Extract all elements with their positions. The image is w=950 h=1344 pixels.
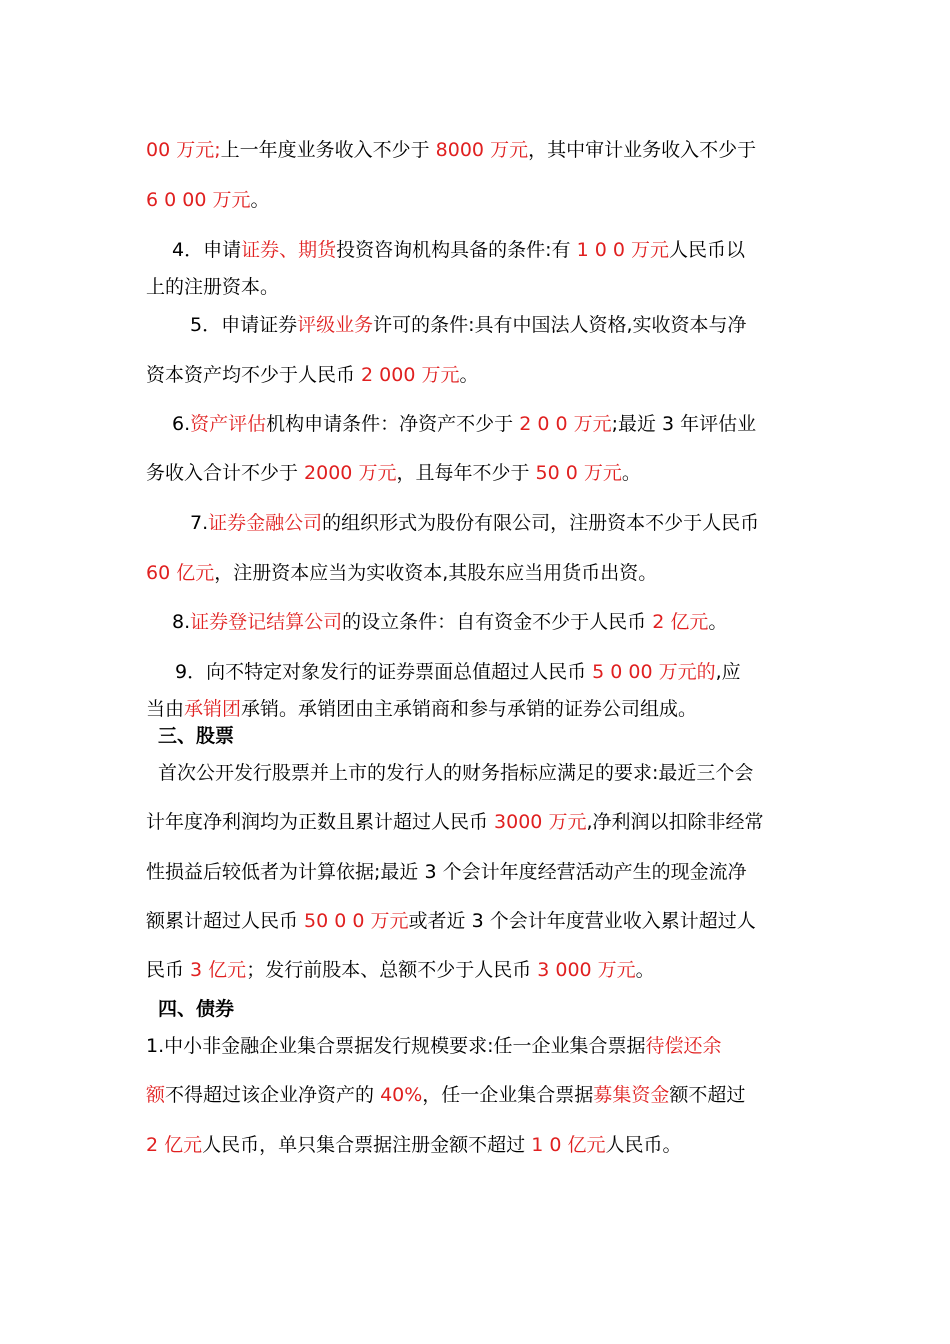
text-segment: 8. xyxy=(172,611,191,633)
highlighted-text: 40% xyxy=(380,1084,423,1106)
text-segment: 4．申请 xyxy=(172,239,242,261)
text-segment: 四、债券 xyxy=(158,998,235,1020)
highlighted-text: 评级业务 xyxy=(297,314,374,336)
text-line xyxy=(146,958,820,982)
highlighted-text: 2 000 万元 xyxy=(361,364,460,386)
text-line xyxy=(146,461,820,485)
text-line xyxy=(146,1133,820,1157)
text-segment: 6. xyxy=(172,413,191,435)
text-segment: 机构申请条件：净资产不少于 xyxy=(266,413,520,435)
highlighted-text: 待偿还余 xyxy=(645,1035,722,1057)
text-line xyxy=(190,511,820,535)
highlighted-text: 3 亿元 xyxy=(190,959,247,981)
highlighted-text: 1 0 亿元 xyxy=(531,1134,606,1156)
text-segment: ，注册资本应当为实收资本,其股东应当用货币出资。 xyxy=(214,562,658,584)
text-line xyxy=(172,238,820,262)
highlighted-text: 50 0 万元 xyxy=(535,462,622,484)
section-heading-stocks xyxy=(158,724,820,748)
text-segment: 当由 xyxy=(146,698,185,720)
text-segment: 1.中小非金融企业集合票据发行规模要求:任一企业集合票据 xyxy=(146,1035,646,1057)
text-segment: 资本资产均不少于人民币 xyxy=(146,364,362,386)
text-segment: 三、股票 xyxy=(158,725,235,747)
text-segment: ;最近 3 年评估业 xyxy=(611,413,757,435)
text-segment: ,应 xyxy=(715,661,741,683)
text-line xyxy=(146,860,820,884)
section-heading-bonds xyxy=(158,997,820,1021)
highlighted-text: 50 0 0 万元 xyxy=(304,910,409,932)
text-segment: 务收入合计不少于 xyxy=(146,462,305,484)
highlighted-text: 2 亿元 xyxy=(652,611,709,633)
text-line xyxy=(172,610,820,634)
text-segment: 。 xyxy=(250,189,270,211)
text-segment: ，其中审计业务收入不少于 xyxy=(528,139,757,161)
text-segment: 。 xyxy=(621,462,641,484)
text-segment: 上一年度业务收入不少于 xyxy=(220,139,436,161)
text-segment: ,净利润以扣除非经常 xyxy=(586,811,764,833)
text-segment: 5．申请证券 xyxy=(190,314,298,336)
highlighted-text: 额 xyxy=(146,1084,166,1106)
text-line xyxy=(146,275,820,299)
text-line xyxy=(146,561,820,585)
highlighted-text: 2 亿元 xyxy=(146,1134,203,1156)
text-segment: 。 xyxy=(708,611,728,633)
text-line xyxy=(172,412,820,436)
text-segment: 人民币以 xyxy=(668,239,745,261)
text-segment: 的组织形式为股份有限公司，注册资本不少于人民币 xyxy=(322,512,760,534)
text-segment: 许可的条件:具有中国法人资格,实收资本与净 xyxy=(373,314,747,336)
highlighted-text: 承销团 xyxy=(184,698,242,720)
highlighted-text: 1 0 0 万元 xyxy=(576,239,669,261)
text-segment: 性损益后较低者为计算依据;最近 3 个会计年度经营活动产生的现金流净 xyxy=(146,861,747,883)
highlighted-text: 60 亿元 xyxy=(146,562,215,584)
highlighted-text: 募集资金 xyxy=(593,1084,670,1106)
text-segment: 不得超过该企业净资产的 xyxy=(165,1084,381,1106)
text-line xyxy=(146,188,820,212)
text-segment: 。 xyxy=(459,364,479,386)
text-segment: 或者近 3 个会计年度营业收入累计超过人 xyxy=(408,910,756,932)
highlighted-text: 00 万元; xyxy=(146,139,221,161)
highlighted-text: 证券登记结算公司 xyxy=(190,611,343,633)
text-segment: 计年度净利润均为正数且累计超过人民币 xyxy=(146,811,495,833)
text-segment: 7. xyxy=(190,512,209,534)
text-segment: 。 xyxy=(635,959,655,981)
text-segment: 的设立条件：自有资金不少于人民币 xyxy=(342,611,653,633)
highlighted-text: 2 0 0 万元 xyxy=(519,413,612,435)
text-segment: 民币 xyxy=(146,959,191,981)
text-line xyxy=(146,1034,820,1058)
text-segment: 首次公开发行股票并上市的发行人的财务指标应满足的要求:最近三个会 xyxy=(158,762,754,784)
text-segment: 承销。承销团由主承销商和参与承销的证券公司组成。 xyxy=(241,698,698,720)
text-segment: ，任一企业集合票据 xyxy=(422,1084,594,1106)
text-line xyxy=(146,697,820,721)
highlighted-text: 证券、期货 xyxy=(241,239,337,261)
text-segment: 额不超过 xyxy=(669,1084,746,1106)
text-line xyxy=(146,1083,820,1107)
highlighted-text: 3000 万元 xyxy=(494,811,587,833)
text-segment: 额累计超过人民币 xyxy=(146,910,305,932)
text-line xyxy=(175,660,820,684)
text-segment: ；发行前股本、总额不少于人民币 xyxy=(246,959,538,981)
highlighted-text: 5 0 00 万元的 xyxy=(592,661,716,683)
text-line xyxy=(190,313,820,337)
text-segment: 人民币，单只集合票据注册金额不超过 xyxy=(202,1134,532,1156)
text-segment: 人民币。 xyxy=(605,1134,682,1156)
highlighted-text: 3 000 万元 xyxy=(537,959,636,981)
text-segment: 上的注册资本。 xyxy=(146,276,280,298)
highlighted-text: 资产评估 xyxy=(190,413,267,435)
text-line xyxy=(146,138,820,162)
highlighted-text: 2000 万元 xyxy=(304,462,397,484)
text-line xyxy=(146,810,820,834)
text-line xyxy=(146,363,820,387)
highlighted-text: 证券金融公司 xyxy=(208,512,323,534)
text-line xyxy=(158,761,820,785)
highlighted-text: 6 0 00 万元 xyxy=(146,189,251,211)
text-line xyxy=(146,909,820,933)
text-segment: 投资咨询机构具备的条件:有 xyxy=(336,239,577,261)
highlighted-text: 8000 万元 xyxy=(435,139,529,161)
text-segment: 9．向不特定对象发行的证券票面总值超过人民币 xyxy=(175,661,593,683)
text-segment: ，且每年不少于 xyxy=(396,462,536,484)
